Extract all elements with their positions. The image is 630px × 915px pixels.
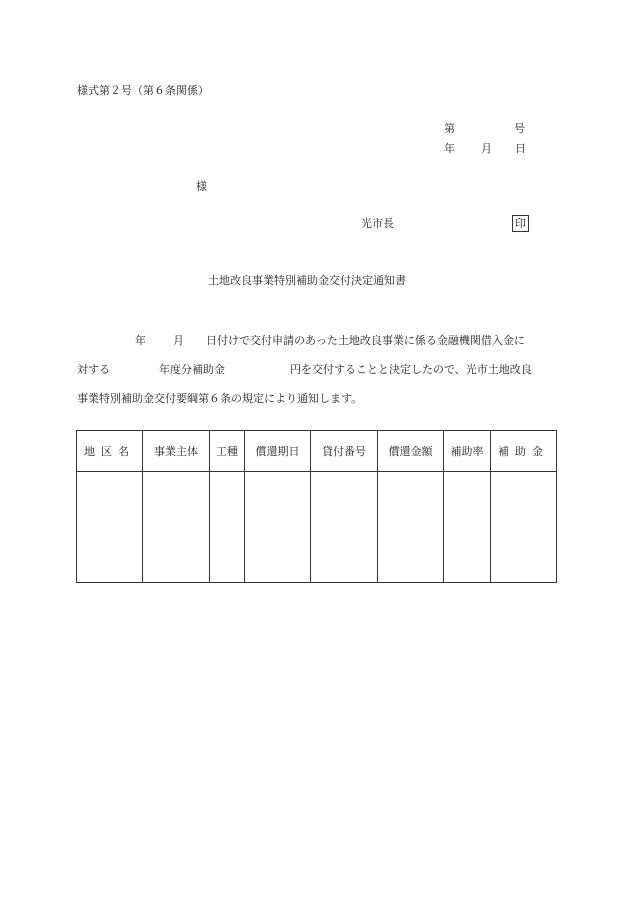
subsidy-table bbox=[76, 430, 557, 583]
document-title: 土地改良事業特別補助金交付決定通知書 bbox=[208, 274, 406, 287]
date-year-label: 年 bbox=[444, 142, 455, 155]
cell-subsidy-rate[interactable] bbox=[444, 472, 491, 583]
cell-subsidy-amount[interactable] bbox=[491, 472, 557, 583]
cell-repayment-date[interactable] bbox=[245, 472, 311, 583]
number-dai-label: 第 bbox=[444, 122, 455, 135]
body-line1-text: 日付けで交付申請のあった土地改良事業に係る金融機関借入金に bbox=[206, 334, 525, 347]
body-line2-end: 円を交付することと決定したので、光市土地改良 bbox=[290, 363, 532, 376]
header-subsidy-amount: 補助金 bbox=[491, 431, 557, 472]
cell-district-name[interactable] bbox=[77, 472, 143, 583]
date-month-label: 月 bbox=[481, 142, 492, 155]
header-project-entity: 事業主体 bbox=[143, 431, 210, 472]
header-subsidy-rate: 補助率 bbox=[444, 431, 491, 472]
cell-work-type[interactable] bbox=[210, 472, 245, 583]
table-row bbox=[77, 472, 557, 583]
cell-loan-number[interactable] bbox=[311, 472, 378, 583]
cell-project-entity[interactable] bbox=[143, 472, 210, 583]
issuer-name: 光市長 bbox=[361, 217, 394, 230]
date-day-label: 日 bbox=[515, 142, 526, 155]
table-header-row bbox=[77, 431, 557, 472]
header-repayment-amount: 償還金額 bbox=[378, 431, 444, 472]
form-number: 様式第２号（第６条関係） bbox=[77, 84, 209, 97]
cell-repayment-amount[interactable] bbox=[378, 472, 444, 583]
header-loan-number: 貸付番号 bbox=[311, 431, 378, 472]
header-work-type: 工種 bbox=[210, 431, 245, 472]
seal-stamp: 印 bbox=[512, 215, 529, 232]
body-line3: 事業特別補助金交付要綱第６条の規定により通知します。 bbox=[77, 392, 363, 405]
number-go-label: 号 bbox=[514, 122, 525, 135]
header-repayment-date: 償還期日 bbox=[245, 431, 311, 472]
addressee-sama: 様 bbox=[196, 180, 207, 193]
body-line2-fiscal: 年度分補助金 bbox=[159, 363, 225, 376]
body-year-label: 年 bbox=[135, 334, 146, 347]
header-district-name: 地区名 bbox=[77, 431, 143, 472]
body-month-label: 月 bbox=[173, 334, 184, 347]
body-line2-start: 対する bbox=[77, 363, 110, 376]
